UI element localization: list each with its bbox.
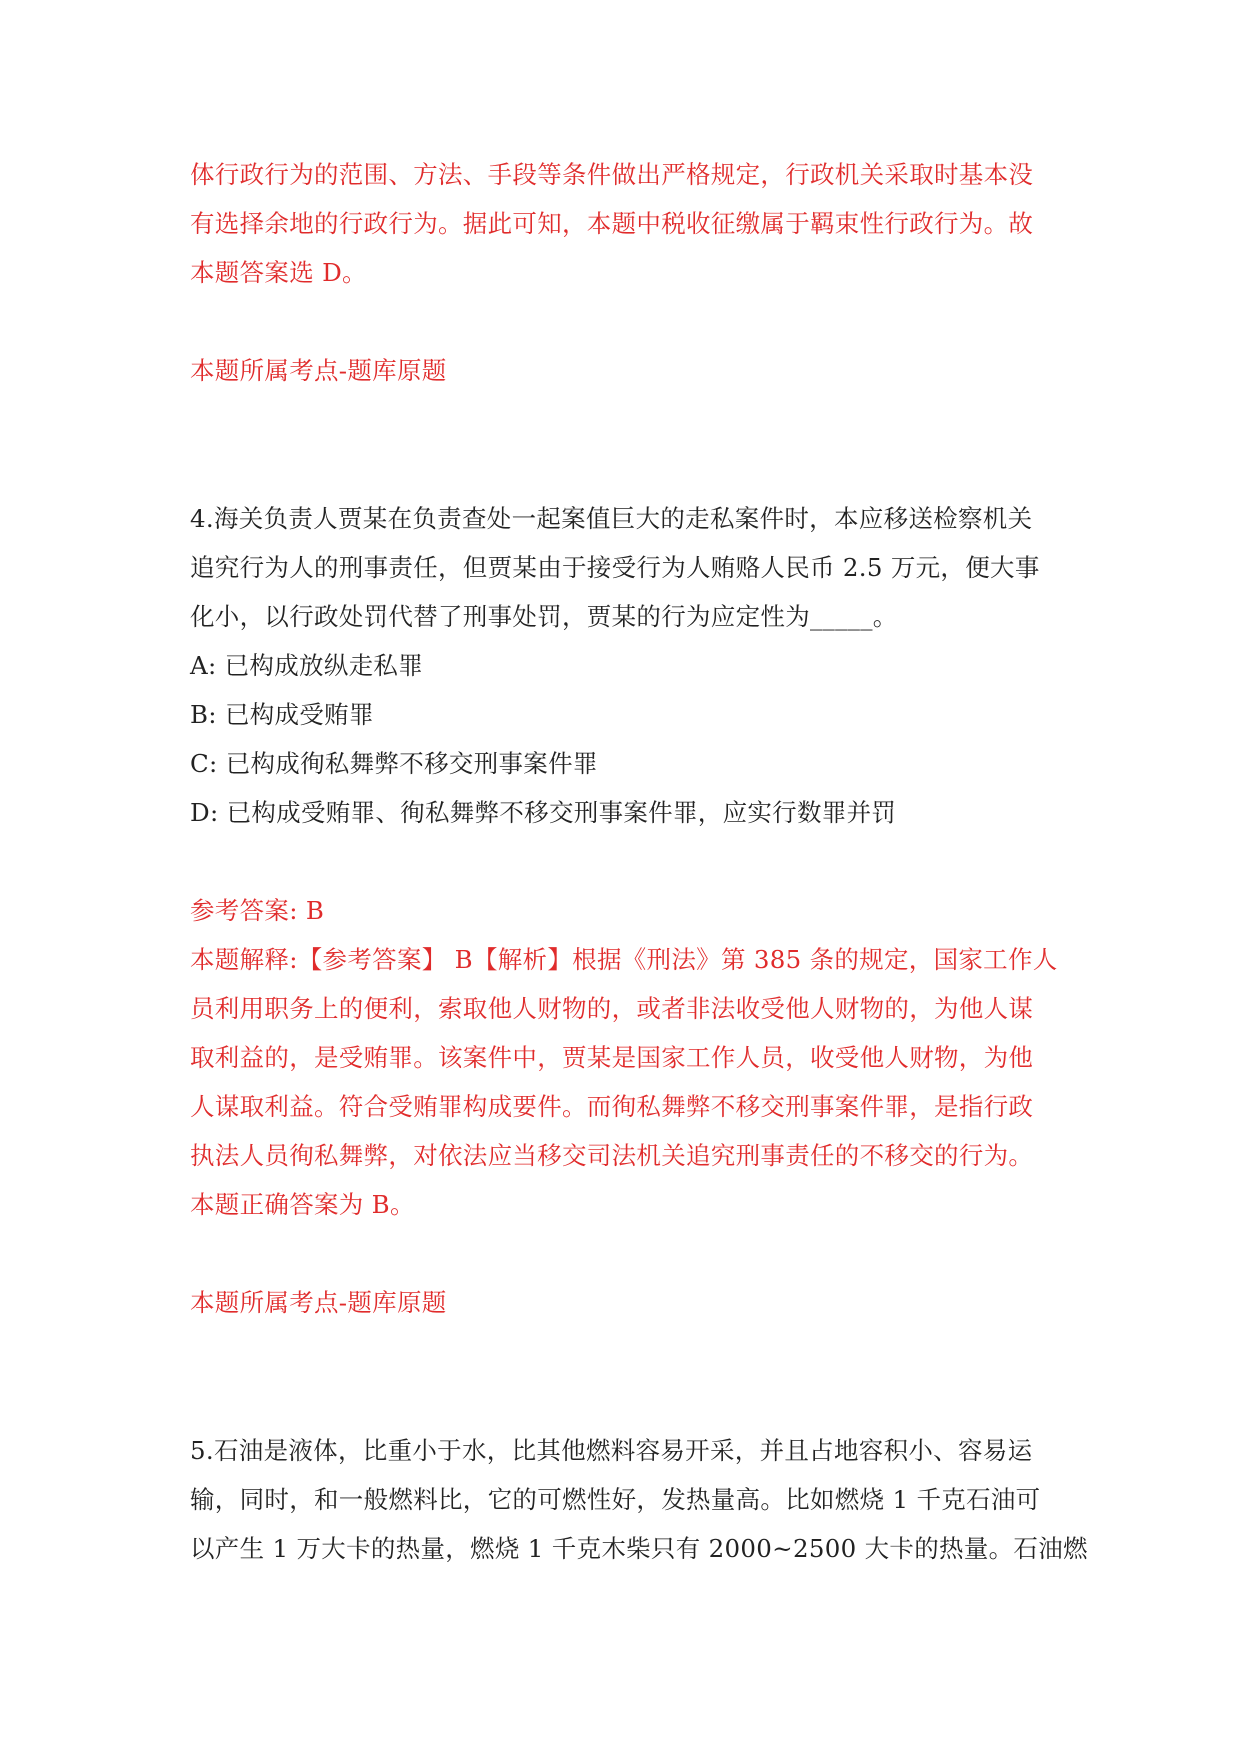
q3-explanation-line: 有选择余地的行政行为。据此可知，本题中税收征缴属于羁束性行政行为。故 — [190, 209, 1034, 238]
q4-option-a: A: 已构成放纵走私罪 — [190, 651, 424, 680]
q3-explanation-line: 体行政行为的范围、方法、手段等条件做出严格规定，行政机关采取时基本没 — [190, 160, 1034, 189]
q4-option-b: B: 已构成受贿罪 — [190, 700, 374, 729]
q4-explanation-line: 本题解释:【参考答案】 B【解析】根据《刑法》第 385 条的规定，国家工作人 — [190, 945, 1058, 974]
q4-answer: 参考答案: B — [190, 896, 325, 925]
q5-stem-line: 输，同时，和一般燃料比，它的可燃性好，发热量高。比如燃烧 1 千克石油可 — [190, 1485, 1041, 1514]
q4-explanation-line: 员利用职务上的便利，索取他人财物的，或者非法收受他人财物的，为他人谋 — [190, 994, 1034, 1023]
q4-explanation-line: 取利益的，是受贿罪。该案件中，贾某是国家工作人员，收受他人财物，为他 — [190, 1043, 1034, 1072]
q5-stem-line: 以产生 1 万大卡的热量，燃烧 1 千克木柴只有 2000~2500 大卡的热量。石油燃 — [190, 1534, 1088, 1563]
q4-explanation-line: 本题正确答案为 B。 — [190, 1190, 415, 1219]
q5-stem-line: 5.石油是液体，比重小于水，比其他燃料容易开采，并且占地容积小、容易运 — [190, 1436, 1033, 1465]
q4-source-label: 本题所属考点-题库原题 — [190, 1288, 447, 1317]
q4-stem-line: 化小，以行政处罚代替了刑事处罚，贾某的行为应定性为_____。 — [190, 602, 898, 631]
q4-explanation-line: 执法人员徇私舞弊，对依法应当移交司法机关追究刑事责任的不移交的行为。 — [190, 1141, 1034, 1170]
q4-stem-line: 追究行为人的刑事责任，但贾某由于接受行为人贿赂人民币 2.5 万元，便大事 — [190, 553, 1040, 582]
q3-source-label: 本题所属考点-题库原题 — [190, 356, 447, 385]
q4-option-d: D: 已构成受贿罪、徇私舞弊不移交刑事案件罪，应实行数罪并罚 — [190, 798, 897, 827]
q4-option-c: C: 已构成徇私舞弊不移交刑事案件罪 — [190, 749, 598, 778]
q4-stem-line: 4.海关负责人贾某在负责查处一起案值巨大的走私案件时，本应移送检察机关 — [190, 504, 1033, 533]
q3-explanation-line: 本题答案选 D。 — [190, 258, 367, 287]
q4-explanation-line: 人谋取利益。符合受贿罪构成要件。而徇私舞弊不移交刑事案件罪，是指行政 — [190, 1092, 1034, 1121]
